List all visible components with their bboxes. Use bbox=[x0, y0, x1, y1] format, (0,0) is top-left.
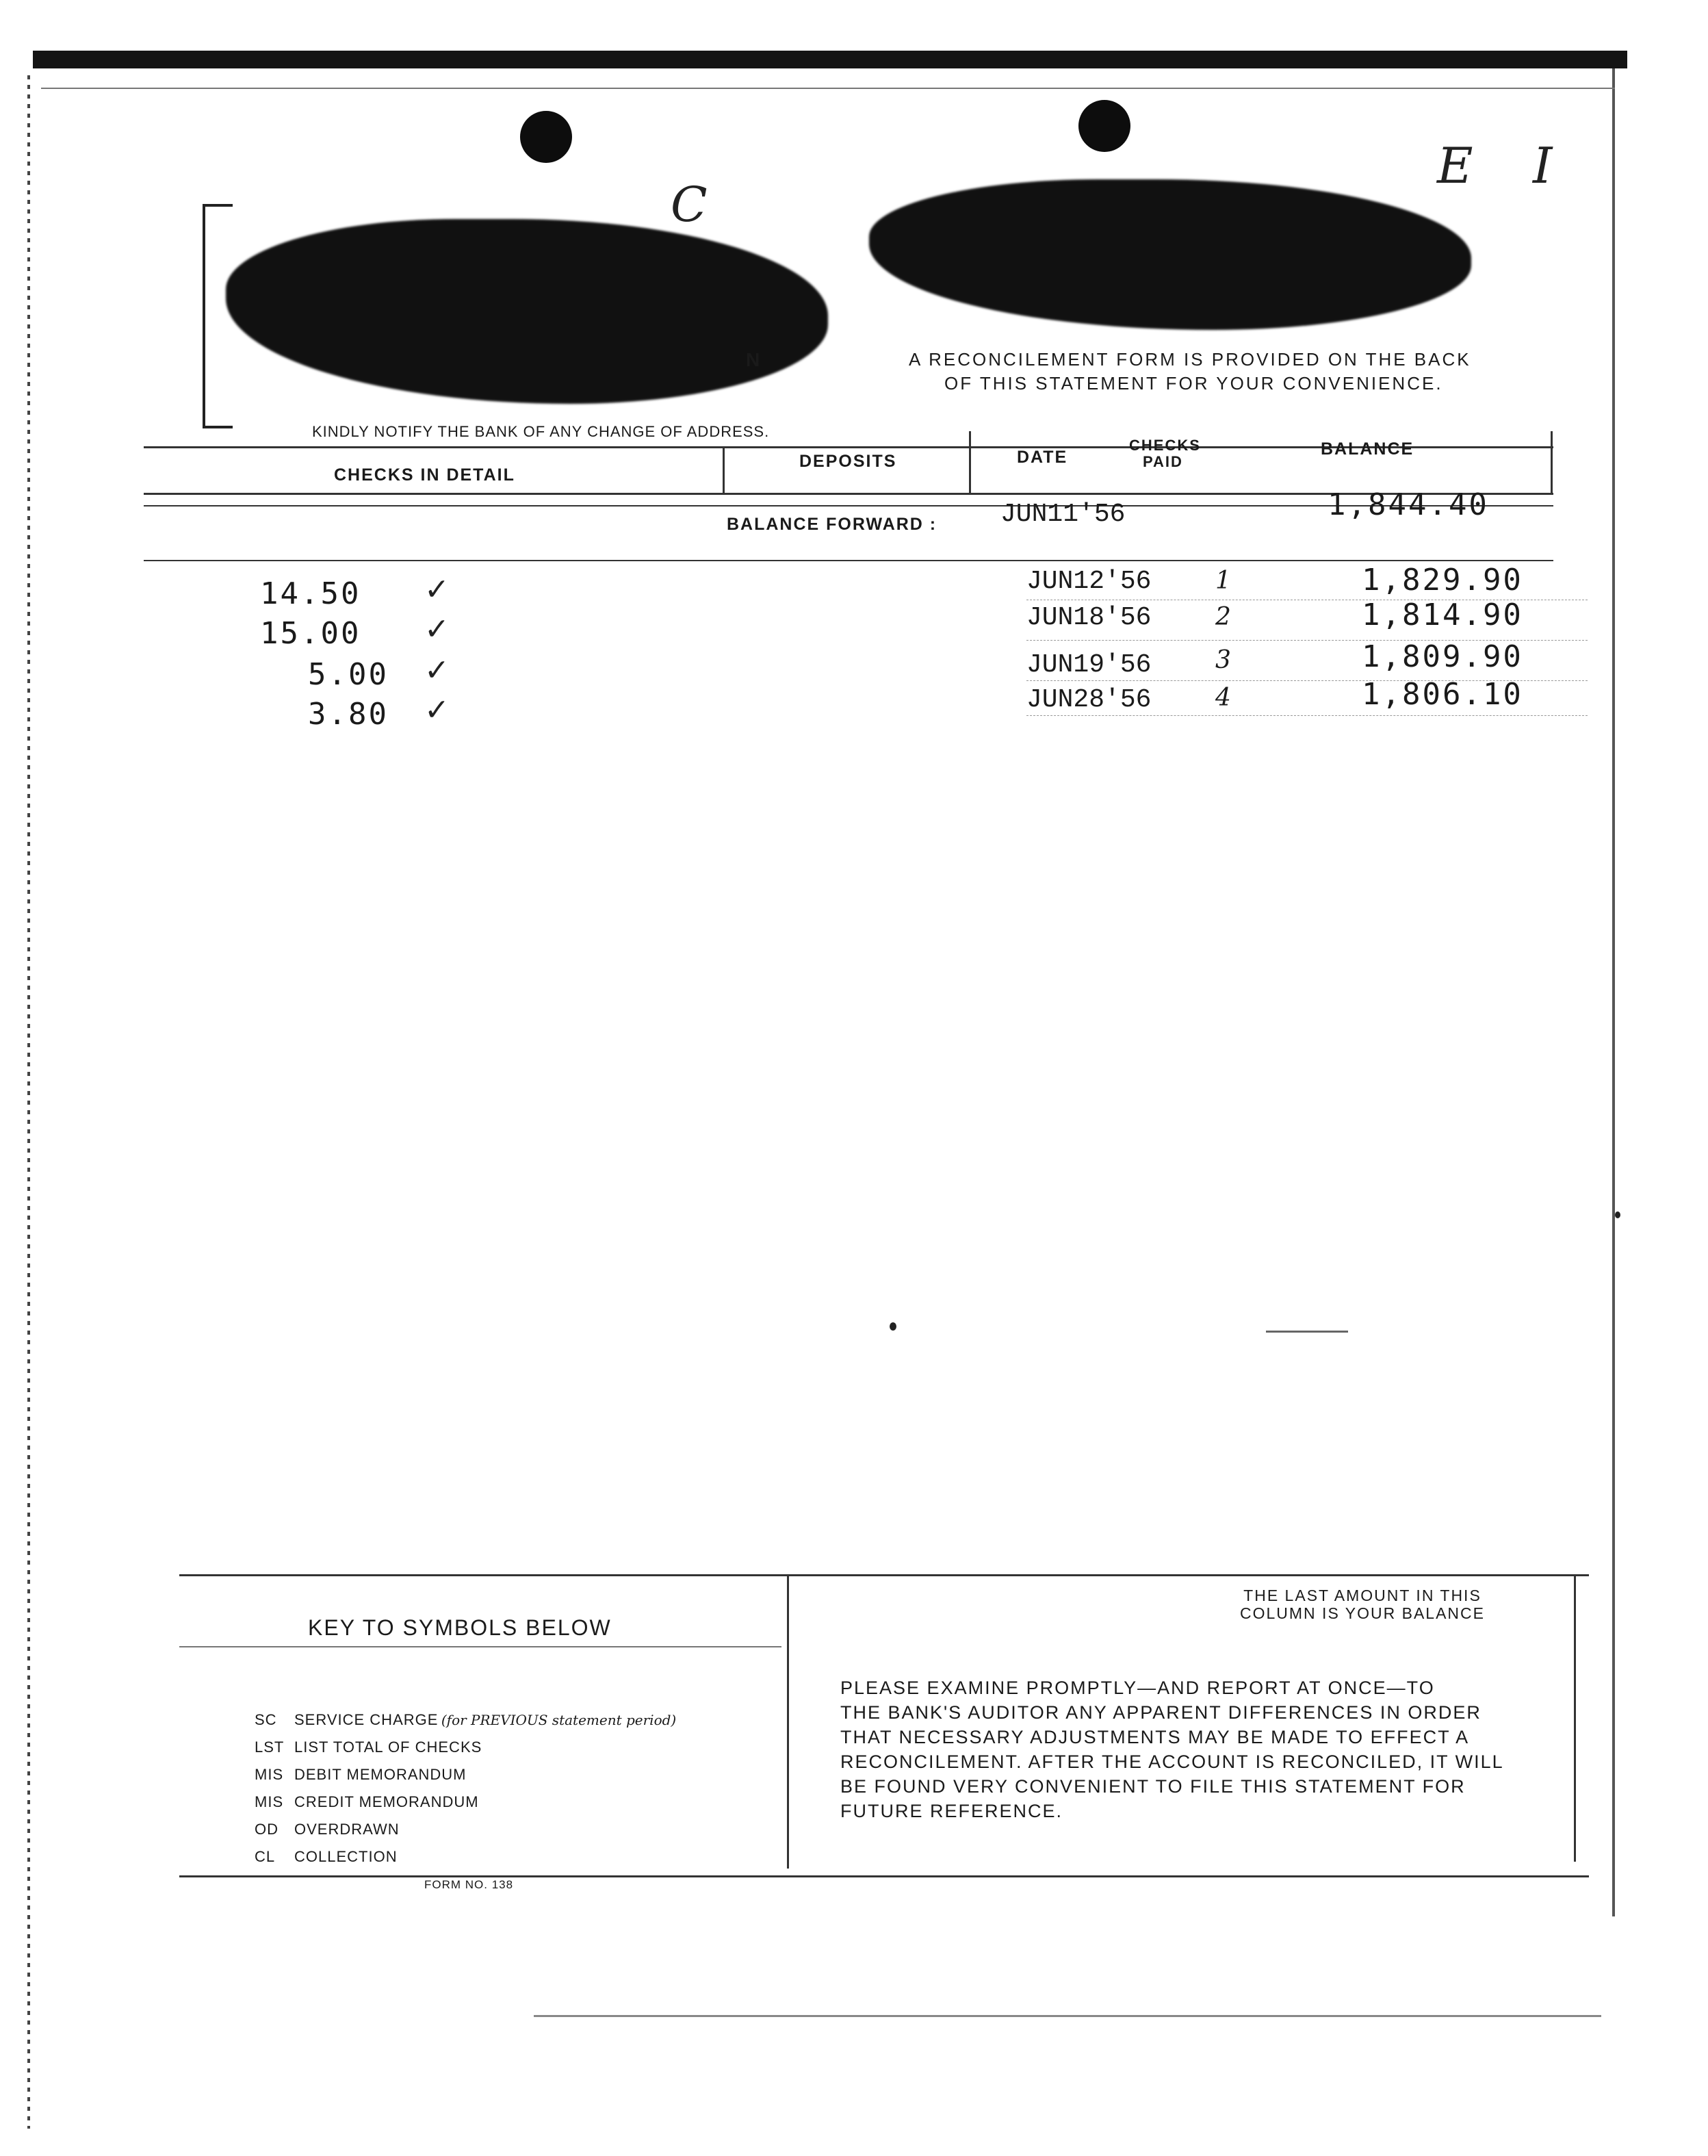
check-item bbox=[260, 654, 534, 697]
symbol-code: CL bbox=[255, 1848, 276, 1865]
symbol-code: MIS bbox=[255, 1766, 284, 1783]
symbol-note: (for PREVIOUS statement period) bbox=[441, 1712, 677, 1728]
balance-forward-label: BALANCE FORWARD : bbox=[727, 515, 937, 534]
key-title-rule bbox=[179, 1646, 781, 1647]
row-date: JUN19'56 bbox=[1026, 650, 1152, 680]
symbol-key-item bbox=[255, 1734, 676, 1762]
check-amount: 5.00 bbox=[308, 657, 389, 692]
row-balance: 1,806.10 bbox=[1362, 677, 1523, 712]
row-checks-paid: 3 bbox=[1215, 646, 1231, 674]
punch-hole-right bbox=[1078, 100, 1130, 152]
footer-divider bbox=[787, 1574, 789, 1869]
symbol-text: CREDIT MEMORANDUM bbox=[294, 1793, 479, 1810]
transaction-row bbox=[1026, 677, 1588, 716]
last-amount-line1: THE LAST AMOUNT IN THIS bbox=[1243, 1587, 1481, 1604]
symbol-key-item bbox=[255, 1789, 676, 1817]
last-amount-line2: COLUMN IS YOUR BALANCE bbox=[1240, 1604, 1485, 1622]
form-number: FORM NO. 138 bbox=[424, 1878, 514, 1891]
symbol-code: LST bbox=[255, 1738, 285, 1756]
column-checks-paid-bottom: PAID bbox=[1143, 453, 1183, 470]
balance-forward-rule-bottom bbox=[144, 560, 1553, 561]
redacted-address-right bbox=[869, 179, 1471, 330]
scan-right-edge bbox=[1612, 68, 1615, 1916]
scan-streak bbox=[534, 2015, 1601, 2017]
notice-line: FUTURE REFERENCE. bbox=[840, 1801, 1063, 1821]
top-rule bbox=[41, 88, 1615, 89]
checkmark-icon: ✓ bbox=[424, 654, 450, 687]
symbol-code: OD bbox=[255, 1821, 279, 1838]
notice-line: RECONCILEMENT. AFTER THE ACCOUNT IS RECONCILED, IT WILL bbox=[840, 1751, 1504, 1772]
scan-speck bbox=[890, 1322, 896, 1331]
handwritten-mark: I bbox=[1533, 137, 1553, 194]
notice-line: PLEASE EXAMINE PROMPTLY—AND REPORT AT ONCE—TO bbox=[840, 1678, 1435, 1698]
transaction-row bbox=[1026, 641, 1588, 681]
symbol-text: LIST TOTAL OF CHECKS bbox=[294, 1738, 482, 1756]
footer-right-edge bbox=[1574, 1574, 1576, 1862]
check-item bbox=[260, 613, 534, 657]
footer-rule-bottom bbox=[179, 1875, 1589, 1877]
symbol-key-list bbox=[255, 1707, 676, 1871]
scan-speck bbox=[1615, 1211, 1620, 1218]
notice-line: THAT NECESSARY ADJUSTMENTS MAY BE MADE TO EFFECT A bbox=[840, 1727, 1470, 1747]
check-item bbox=[260, 693, 534, 736]
handwritten-c: C bbox=[671, 177, 708, 233]
divider-deposits-date bbox=[969, 431, 971, 494]
punch-hole-left bbox=[520, 111, 572, 163]
balance-forward-amount: 1,844.40 bbox=[1328, 487, 1489, 522]
notice-line: THE BANK'S AUDITOR ANY APPARENT DIFFERENCES IN ORDER bbox=[840, 1702, 1481, 1723]
small-mark: N bbox=[746, 349, 760, 370]
footer-rule-top bbox=[179, 1574, 1589, 1576]
checks-list bbox=[260, 573, 534, 736]
address-window-bracket bbox=[203, 204, 233, 428]
checkmark-icon: ✓ bbox=[424, 573, 450, 606]
row-balance: 1,814.90 bbox=[1362, 598, 1523, 632]
reconcilement-note-line1: A RECONCILEMENT FORM IS PROVIDED ON THE BACK bbox=[909, 349, 1471, 370]
symbol-code: SC bbox=[255, 1711, 277, 1728]
symbol-key-item bbox=[255, 1844, 676, 1871]
scan-top-border bbox=[33, 51, 1627, 68]
reconcilement-note-line2: OF THIS STATEMENT FOR YOUR CONVENIENCE. bbox=[944, 373, 1443, 394]
row-checks-paid: 2 bbox=[1215, 603, 1231, 631]
balance-forward-date: JUN11'56 bbox=[1000, 500, 1126, 529]
row-balance: 1,829.90 bbox=[1362, 563, 1523, 598]
symbol-text: OVERDRAWN bbox=[294, 1821, 400, 1838]
transaction-rows bbox=[1026, 565, 1588, 716]
symbol-key-item bbox=[255, 1707, 676, 1734]
check-item bbox=[260, 573, 534, 616]
change-of-address-note: KINDLY NOTIFY THE BANK OF ANY CHANGE OF ADDRESS. bbox=[312, 423, 770, 440]
row-checks-paid: 1 bbox=[1215, 567, 1231, 595]
symbol-text: COLLECTION bbox=[294, 1848, 398, 1865]
check-amount: 15.00 bbox=[260, 616, 361, 651]
row-date: JUN28'56 bbox=[1026, 685, 1152, 715]
column-checks-paid-top: CHECKS bbox=[1129, 437, 1201, 454]
row-checks-paid: 4 bbox=[1215, 684, 1231, 712]
notice-line: BE FOUND VERY CONVENIENT TO FILE THIS STATEMENT FOR bbox=[840, 1776, 1466, 1797]
divider-checks-deposits bbox=[723, 446, 725, 494]
row-balance: 1,809.90 bbox=[1362, 639, 1523, 674]
checkmark-icon: ✓ bbox=[424, 693, 450, 727]
check-amount: 14.50 bbox=[260, 576, 361, 611]
symbol-text: DEBIT MEMORANDUM bbox=[294, 1766, 467, 1783]
divider-right bbox=[1551, 431, 1553, 494]
last-amount-note bbox=[1240, 1587, 1485, 1622]
column-balance: BALANCE bbox=[1321, 439, 1414, 459]
column-deposits: DEPOSITS bbox=[799, 452, 897, 471]
row-date: JUN12'56 bbox=[1026, 567, 1152, 596]
check-amount: 3.80 bbox=[308, 697, 389, 732]
scan-streak bbox=[1266, 1331, 1348, 1333]
row-date: JUN18'56 bbox=[1026, 603, 1152, 632]
column-checks-in-detail: CHECKS IN DETAIL bbox=[334, 465, 515, 485]
scan-left-edge bbox=[27, 75, 30, 2129]
transaction-row bbox=[1026, 565, 1588, 600]
redacted-address-left bbox=[226, 219, 828, 404]
checkmark-icon: ✓ bbox=[424, 613, 450, 646]
symbol-text: SERVICE CHARGE bbox=[294, 1711, 439, 1728]
symbol-key-item bbox=[255, 1762, 676, 1789]
handwritten-e: E bbox=[1437, 137, 1473, 194]
column-date: DATE bbox=[1017, 448, 1068, 467]
key-to-symbols-title: KEY TO SYMBOLS BELOW bbox=[308, 1615, 612, 1640]
transaction-row bbox=[1026, 600, 1588, 641]
symbol-code: MIS bbox=[255, 1793, 284, 1810]
symbol-key-item bbox=[255, 1817, 676, 1844]
examine-promptly-notice bbox=[840, 1676, 1525, 1823]
